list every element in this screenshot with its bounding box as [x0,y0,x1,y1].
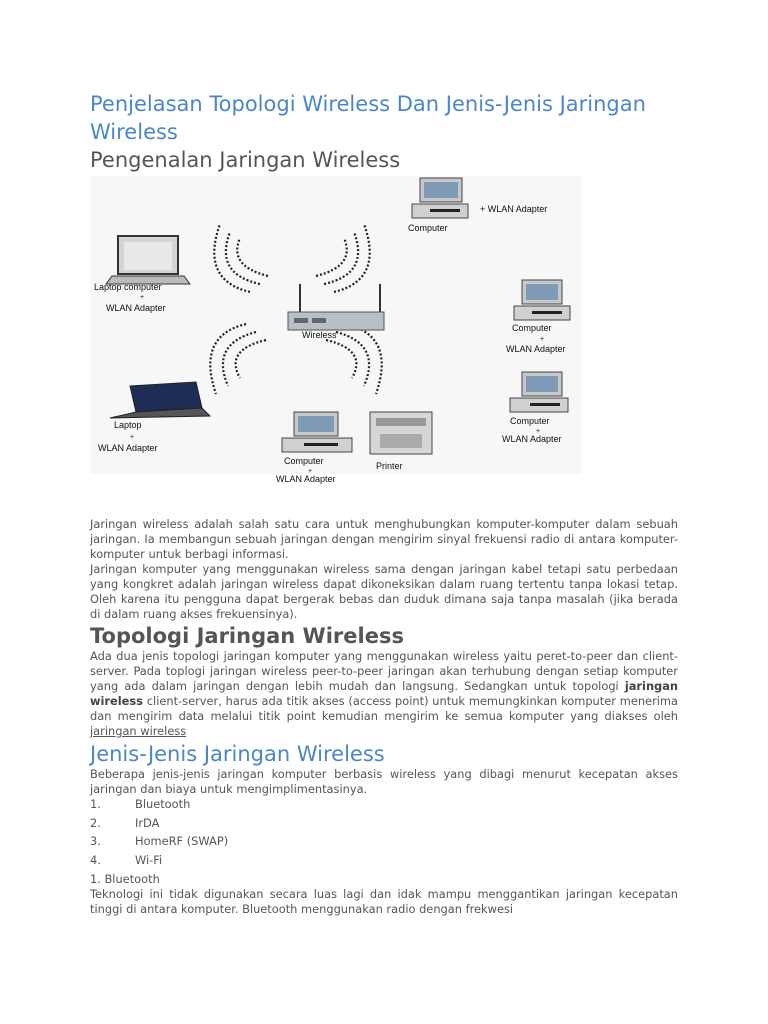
computer-bottom-adapter: WLAN Adapter [276,474,336,484]
wireless-types-list [90,797,678,871]
printer-icon [370,412,432,454]
list-item [90,816,678,835]
paragraph-bluetooth: Teknologi ini tidak digunakan secara luas lagi dan idak mampu menggantikan jaringan kecepatan tinggi di antara komputer. Bluetooth menggunakan radio dengan frekwesi [90,887,678,916]
section-heading-pengenalan: Pengenalan Jaringan Wireless [90,148,401,172]
router-icon [288,284,384,330]
bluetooth-heading: 1. Bluetooth [90,872,160,886]
laptop-computer-label: Laptop computer [94,282,162,292]
section-heading-topologi: Topologi Jaringan Wireless [90,624,404,648]
document-title: Penjelasan Topologi Wireless Dan Jenis-Jenis Jaringan Wireless [90,92,646,144]
laptop-computer-adapter: WLAN Adapter [106,303,166,313]
section-heading-jenis: Jenis-Jenis Jaringan Wireless [90,742,385,766]
signal-waves [210,224,381,394]
list-item-text: Wi-Fi [135,852,163,867]
paragraph-topologi-part1: Ada dua jenis topologi jaringan komputer yang menggunakan wireless yaitu peret-to-peer dan client-server. Pada toplogi jaringan wireless peer-to-peer jaringan akan terhubung dengan setiap komputer yang ada dalam jaringan dengan lebih mudah dan langsung. Sedangkan untuk topologi [90,649,678,693]
laptop-label: Laptop [114,420,142,430]
list-item-text: Bluetooth [135,797,191,811]
laptop-computer-icon [106,236,190,284]
wireless-network-diagram [90,176,582,474]
list-item [90,797,678,816]
paragraph-wireless-vs-cable: Jaringan komputer yang menggunakan wireless sama dengan jaringan kabel tetapi satu perbedaan yang kongkret adalah jaringan wireless dapat dikoneksikan dalam ruang tertentu tanpa lokasi tetap. Oleh karena itu pengguna dapat bergerak bebas dan duduk dimana saja tanpa masalah (jika berada di dalam ruang akses frekuensinya). [90,562,678,621]
laptop-plus: + [130,434,135,441]
computer-top-adapter: + WLAN Adapter [480,204,548,214]
list-item [90,834,678,853]
computer-bottom-label: Computer [284,456,324,466]
list-item-number: 3. [90,834,101,848]
computer-bottom-plus: + [308,468,313,474]
list-item-number: 4. [90,852,101,867]
list-item-text: HomeRF (SWAP) [135,834,229,848]
computer-right-icon [514,280,570,320]
printer-label: Printer [376,461,403,471]
list-item [90,853,678,872]
computer-right2-label: Computer [510,416,550,426]
computer-right-adapter: WLAN Adapter [506,344,566,354]
list-item-number: 1. [90,797,101,811]
paragraph-jenis: Beberapa jenis-jenis jaringan komputer berbasis wireless yang dibagi menurut kecepatan akses jaringan dan biaya untuk mengimplimentasinya. [90,767,678,796]
computer-top-icon [412,178,468,218]
computer-right-label: Computer [512,323,552,333]
jaringan-wireless-link[interactable]: jaringan wireless [90,724,187,738]
computer-right2-adapter: WLAN Adapter [502,434,562,444]
computer-right2-plus: + [536,428,541,435]
paragraph-topologi-bold: jaringan wireless [90,679,678,708]
computer-right-plus: + [540,336,545,343]
list-item-number: 2. [90,815,101,830]
laptop-computer-plus: + [140,294,145,301]
laptop-adapter: WLAN Adapter [98,443,158,453]
computer-top-label: Computer [408,223,448,233]
diagram-svg [90,176,582,474]
router-label: Wireless [302,330,337,340]
computer-bottom-icon [282,412,352,452]
paragraph-intro: Jaringan wireless adalah salah satu cara untuk menghubungkan komputer-komputer dalam sebuah jaringan. Ia membangun sebuah jaringan dengan mengirim sinyal frekuensi radio di antara komputer-komputer untuk berbagi informasi. [90,517,678,561]
paragraph-topologi-part2: client-server, harus ada titik akses (access point) untuk memungkinkan komputer menerima dan mengirim data melalui titik point kemudian mengirim ke semua komputer yang diakses oleh [90,694,678,723]
paragraph-topologi [90,649,678,739]
laptop-icon [110,382,210,418]
list-item-text: IrDA [135,815,160,830]
computer-right2-icon [510,372,568,412]
